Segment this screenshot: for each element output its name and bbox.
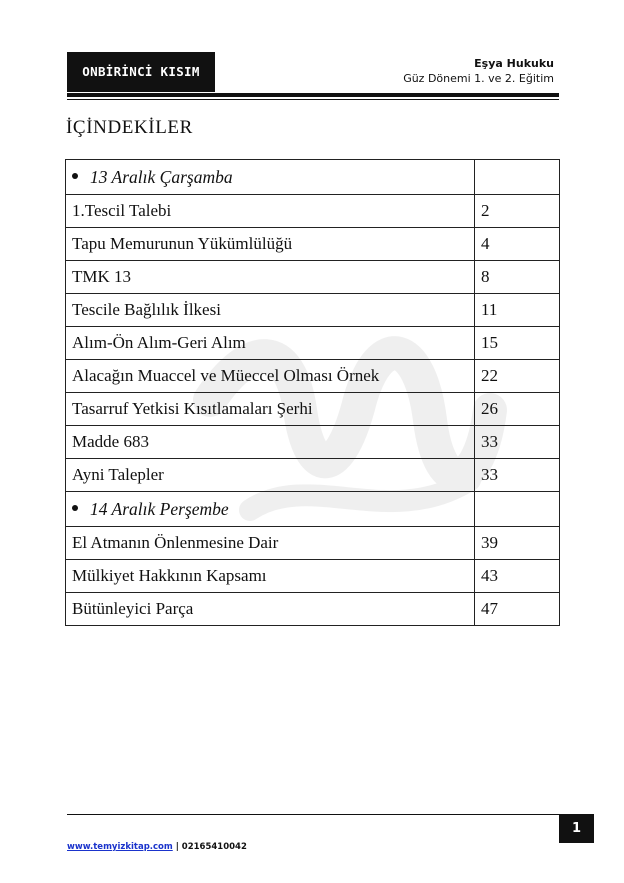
- toc-row: [66, 195, 560, 228]
- toc-entry-title: Alım-Ön Alım-Geri Alım: [66, 327, 475, 360]
- course-subject: Eşya Hukuku: [474, 57, 554, 70]
- toc-entry-title: TMK 13: [66, 261, 475, 294]
- toc-entry-title: El Atmanın Önlenmesine Dair: [66, 527, 475, 560]
- page-number-badge: [559, 814, 594, 843]
- footer-rule: [67, 814, 559, 815]
- toc-entry-title: Madde 683: [66, 426, 475, 459]
- toc-row: [66, 327, 560, 360]
- website-link[interactable]: www.temyizkitap.com: [67, 842, 173, 852]
- toc-entry-title: Alacağın Muaccel ve Müeccel Olması Örnek: [66, 360, 475, 393]
- toc-row: [66, 560, 560, 593]
- toc-entry-page: 15: [475, 327, 560, 360]
- toc-entry-title: Tapu Memurunun Yükümlülüğü: [66, 228, 475, 261]
- toc-row: [66, 593, 560, 626]
- toc-entry-page: 33: [475, 459, 560, 492]
- toc-section-label: 14 Aralık Perşembe: [90, 498, 229, 519]
- toc-entry-title: Tasarruf Yetkisi Kısıtlamaları Şerhi: [66, 393, 475, 426]
- toc-entry-title: Mülkiyet Hakkının Kapsamı: [66, 560, 475, 593]
- phone-number: 02165410042: [181, 842, 247, 852]
- footer-separator: |: [175, 842, 179, 852]
- course-term: Güz Dönemi 1. ve 2. Eğitim: [403, 72, 554, 85]
- toc-entry-page: 33: [475, 426, 560, 459]
- toc-section-page: [475, 160, 560, 195]
- footer-contact: [67, 842, 247, 852]
- header-rule-thick: [67, 93, 559, 97]
- toc-entry-page: 8: [475, 261, 560, 294]
- toc-entry-page: 26: [475, 393, 560, 426]
- toc-title: İÇİNDEKİLER: [66, 117, 193, 138]
- toc-row: [66, 261, 560, 294]
- toc-row: [66, 360, 560, 393]
- bullet-icon: [72, 505, 78, 511]
- header-info: [403, 57, 554, 86]
- toc-section-heading: [66, 492, 475, 527]
- toc-entry-page: 47: [475, 593, 560, 626]
- toc-row: [66, 294, 560, 327]
- toc-row: [66, 228, 560, 261]
- toc-section-row: [66, 160, 560, 195]
- toc-section-heading: [66, 160, 475, 195]
- toc-entry-page: 11: [475, 294, 560, 327]
- toc-entry-title: 1.Tescil Talebi: [66, 195, 475, 228]
- header-rule-thin: [67, 99, 559, 100]
- toc-entry-page: 2: [475, 195, 560, 228]
- toc-section-label: 13 Aralık Çarşamba: [90, 166, 233, 187]
- toc-entry-page: 43: [475, 560, 560, 593]
- toc-row: [66, 527, 560, 560]
- toc-entry-title: Tescile Bağlılık İlkesi: [66, 294, 475, 327]
- toc-entry-page: 22: [475, 360, 560, 393]
- toc-entry-title: Bütünleyici Parça: [66, 593, 475, 626]
- toc-entry-page: 4: [475, 228, 560, 261]
- toc-row: [66, 426, 560, 459]
- page-number: 1: [571, 821, 582, 836]
- toc-section-page: [475, 492, 560, 527]
- part-label: ONBİRİNCİ KISIM: [82, 64, 200, 79]
- toc-row: [66, 393, 560, 426]
- toc-entry-title: Ayni Talepler: [66, 459, 475, 492]
- toc-section-row: [66, 492, 560, 527]
- part-label-badge: [67, 52, 215, 92]
- toc-row: [66, 459, 560, 492]
- toc-entry-page: 39: [475, 527, 560, 560]
- toc-table: [65, 159, 560, 626]
- bullet-icon: [72, 173, 78, 179]
